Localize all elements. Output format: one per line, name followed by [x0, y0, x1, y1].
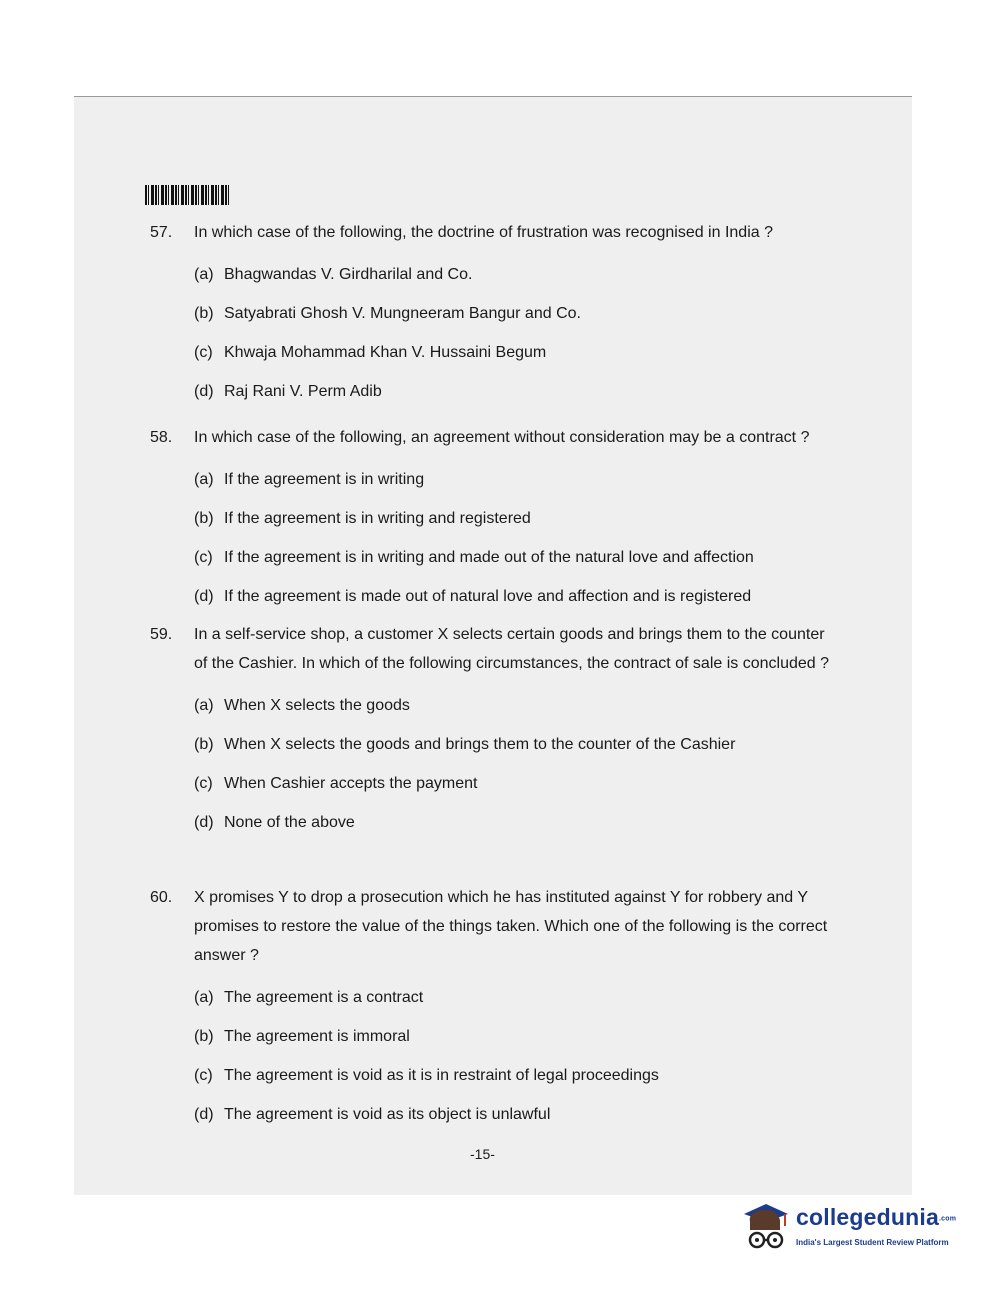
logo-wordmark — [796, 1204, 956, 1231]
option-d — [194, 577, 830, 616]
question-59 — [150, 620, 830, 842]
option-text: If the agreement is in writing — [224, 471, 425, 488]
option-text: Raj Rani V. Perm Adib — [224, 383, 382, 400]
option-c — [194, 333, 830, 372]
option-b — [194, 294, 830, 333]
option-text: The agreement is void as it is in restraint of legal proceedings — [224, 1067, 659, 1084]
option-d — [194, 803, 830, 842]
question-number: 60. — [150, 889, 173, 906]
option-text: If the agreement is in writing and registered — [224, 510, 531, 527]
option-label: (a) — [194, 471, 214, 488]
option-text: When X selects the goods and brings them to the counter of the Cashier — [224, 736, 736, 753]
question-text: In which case of the following, the doctrine of frustration was recognised in India ? — [194, 224, 773, 241]
option-label: (b) — [194, 736, 214, 753]
option-text: The agreement is a contract — [224, 989, 424, 1006]
option-text: If the agreement is in writing and made out of the natural love and affection — [224, 549, 754, 566]
graduate-mascot-icon — [740, 1200, 792, 1256]
option-a — [194, 255, 830, 294]
option-a — [194, 460, 830, 499]
option-b — [194, 1017, 830, 1056]
option-label: (c) — [194, 775, 213, 792]
option-label: (d) — [194, 588, 214, 605]
question-57 — [150, 218, 830, 411]
option-text: The agreement is immoral — [224, 1028, 410, 1045]
option-label: (c) — [194, 344, 213, 361]
option-a — [194, 978, 830, 1017]
question-number: 58. — [150, 429, 173, 446]
option-a — [194, 686, 830, 725]
question-text: X promises Y to drop a prosecution which he has instituted against Y for robbery and Y promises to restore the value of the things taken. Which one of the following is the correct answer ? — [194, 889, 828, 964]
option-label: (b) — [194, 305, 214, 322]
question-60 — [150, 883, 830, 1134]
barcode — [145, 185, 229, 205]
question-number: 59. — [150, 626, 173, 643]
option-b — [194, 499, 830, 538]
option-list — [194, 686, 830, 842]
option-text: When X selects the goods — [224, 697, 410, 714]
option-label: (b) — [194, 510, 214, 527]
option-b — [194, 725, 830, 764]
question-58 — [150, 423, 830, 616]
option-d — [194, 372, 830, 411]
option-label: (d) — [194, 383, 214, 400]
question-text: In which case of the following, an agreement without consideration may be a contract ? — [194, 429, 810, 446]
option-label: (a) — [194, 697, 214, 714]
option-label: (d) — [194, 1106, 214, 1123]
question-text: In a self-service shop, a customer X selects certain goods and brings them to the counter of the Cashier. In which of the following circumstances, the contract of sale is concluded ? — [194, 626, 829, 672]
option-label: (c) — [194, 1067, 213, 1084]
logo-tagline: India's Largest Student Review Platform — [796, 1238, 949, 1247]
option-label: (a) — [194, 266, 214, 283]
option-label: (b) — [194, 1028, 214, 1045]
option-text: The agreement is void as its object is unlawful — [224, 1106, 551, 1123]
collegedunia-logo — [740, 1198, 960, 1258]
option-label: (c) — [194, 549, 213, 566]
option-label: (d) — [194, 814, 214, 831]
option-text: When Cashier accepts the payment — [224, 775, 478, 792]
option-label: (a) — [194, 989, 214, 1006]
question-number: 57. — [150, 224, 173, 241]
option-c — [194, 764, 830, 803]
option-text: Satyabrati Ghosh V. Mungneeram Bangur and Co. — [224, 305, 581, 322]
option-list — [194, 978, 830, 1134]
option-c — [194, 538, 830, 577]
option-list — [194, 255, 830, 411]
logo-suffix: .com — [938, 1215, 957, 1223]
logo-name-text: collegedunia — [796, 1204, 939, 1230]
option-list — [194, 460, 830, 616]
option-d — [194, 1095, 830, 1134]
page-number: -15- — [470, 1146, 495, 1162]
option-c — [194, 1056, 830, 1095]
option-text: Bhagwandas V. Girdharilal and Co. — [224, 266, 473, 283]
option-text: Khwaja Mohammad Khan V. Hussaini Begum — [224, 344, 547, 361]
option-text: None of the above — [224, 814, 355, 831]
option-text: If the agreement is made out of natural love and affection and is registered — [224, 588, 752, 605]
